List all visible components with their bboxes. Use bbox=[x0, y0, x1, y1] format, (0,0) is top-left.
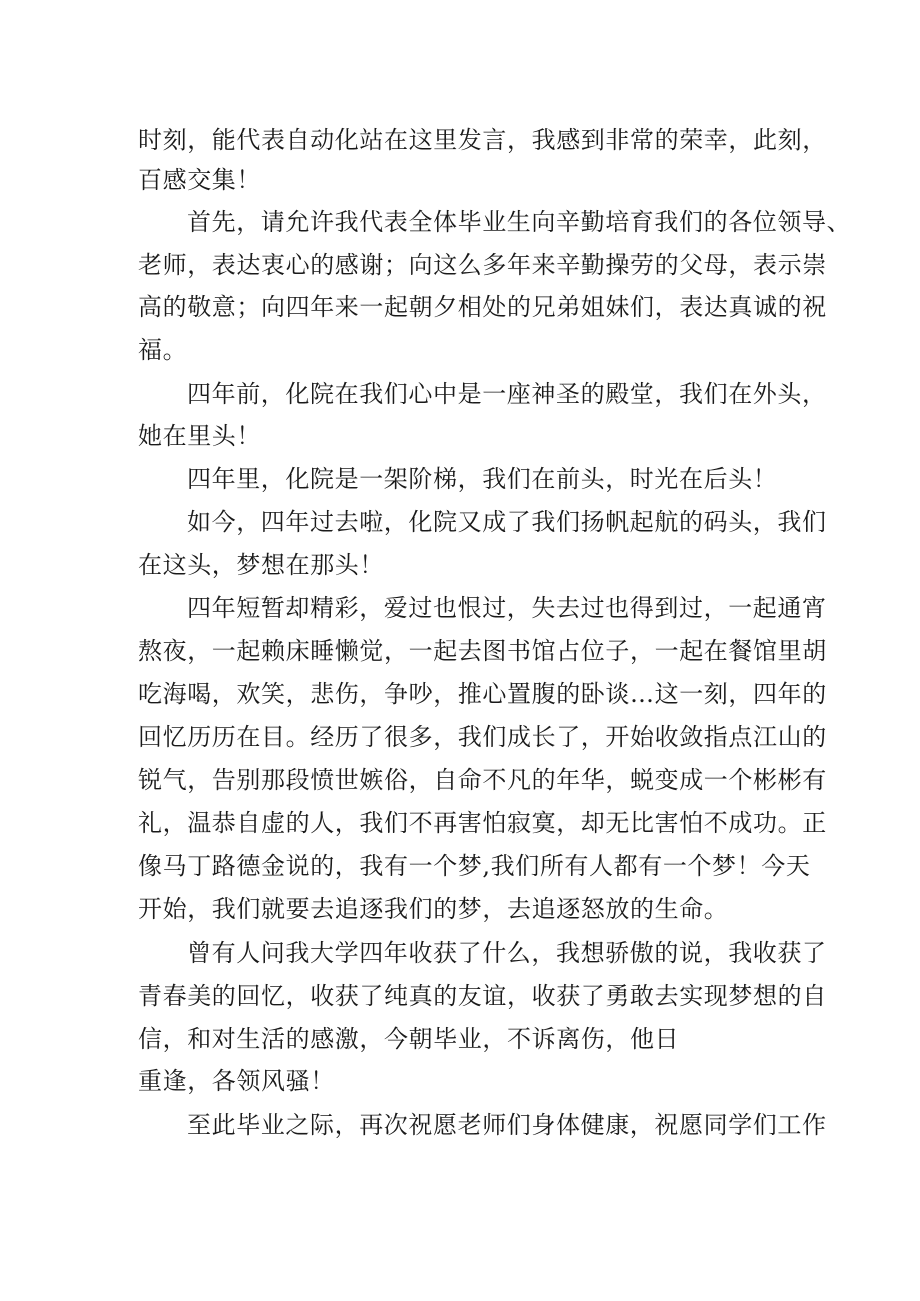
text-line: 青春美的回忆，收获了纯真的友谊，收获了勇敢去实现梦想的自 bbox=[138, 982, 827, 1010]
text-line: 老师，表达衷心的感谢；向这么多年来辛勤操劳的父母，表示崇 bbox=[138, 251, 827, 279]
text-line: 锐气，告别那段愤世嫉俗，自命不凡的年华，蜕变成一个彬彬有 bbox=[138, 766, 827, 794]
paragraph-first-line: 曾有人问我大学四年收获了什么，我想骄傲的说，我收获了 bbox=[187, 939, 827, 967]
text-line: 福。 bbox=[138, 336, 188, 364]
text-line: 她在里头！ bbox=[138, 422, 261, 450]
paragraph-first-line: 首先，请允许我代表全体毕业生向辛勤培育我们的各位领导、 bbox=[187, 208, 852, 236]
text-line: 开始，我们就要去追逐我们的梦，去追逐怒放的生命。 bbox=[138, 895, 729, 923]
paragraph-first-line: 四年里，化院是一架阶梯，我们在前头，时光在后头！ bbox=[187, 465, 778, 493]
text-line: 重逢，各领风骚！ bbox=[138, 1067, 335, 1095]
paragraph-first-line: 四年短暂却精彩，爱过也恨过，失去过也得到过，一起通宵 bbox=[187, 594, 827, 622]
text-line: 像马丁路德金说的，我有一个梦,我们所有人都有一个梦！今天 bbox=[138, 852, 811, 880]
paragraph-first-line: 至此毕业之际，再次祝愿老师们身体健康，祝愿同学们工作 bbox=[187, 1111, 827, 1139]
text-line: 时刻，能代表自动化站在这里发言，我感到非常的荣幸，此刻， bbox=[138, 126, 827, 154]
text-line: 信，和对生活的感激，今朝毕业，不诉离伤，他日 bbox=[138, 1025, 680, 1053]
text-line: 吃海喝，欢笑，悲伤，争吵，推心置腹的卧谈…这一刻，四年的 bbox=[138, 680, 827, 708]
text-line: 熬夜，一起赖床睡懒觉，一起去图书馆占位子，一起在餐馆里胡 bbox=[138, 637, 827, 665]
text-line: 礼，温恭自虚的人，我们不再害怕寂寞，却无比害怕不成功。正 bbox=[138, 809, 827, 837]
text-line: 高的敬意；向四年来一起朝夕相处的兄弟姐妹们，表达真诚的祝 bbox=[138, 293, 827, 321]
paragraph-first-line: 如今，四年过去啦，化院又成了我们扬帆起航的码头，我们 bbox=[187, 508, 827, 536]
text-line: 百感交集！ bbox=[138, 166, 261, 194]
text-line: 回忆历历在目。经历了很多，我们成长了，开始收敛指点江山的 bbox=[138, 723, 827, 751]
paragraph-first-line: 四年前，化院在我们心中是一座神圣的殿堂，我们在外头， bbox=[187, 380, 827, 408]
text-line: 在这头，梦想在那头！ bbox=[138, 551, 384, 579]
